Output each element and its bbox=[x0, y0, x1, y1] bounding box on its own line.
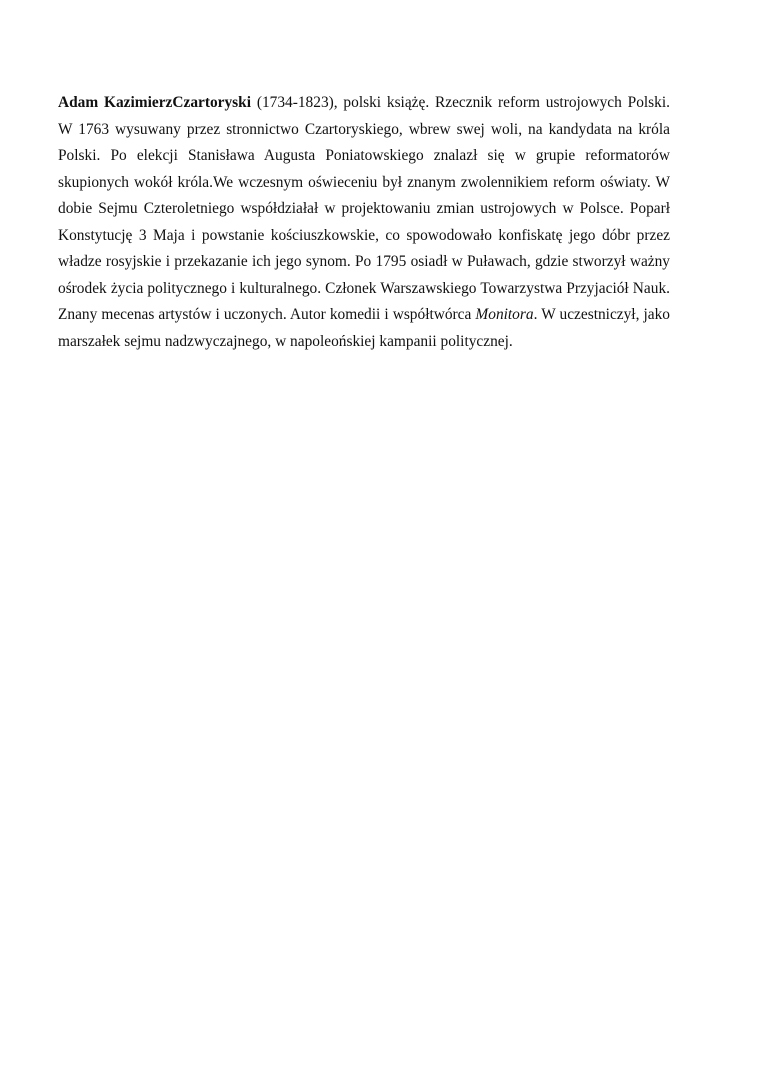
monitor-title: Monitora bbox=[475, 306, 534, 323]
paragraph-line-4: skupionych wokół króla.We wczesnym oświeceniu był znanym zwolennikiem reform oświaty. W bbox=[58, 173, 670, 191]
paragraph-line-8: ośrodek życia politycznego i kulturalnego. Członek Warszawskiego Towarzystwa Przyjaciół Nauk. bbox=[58, 279, 670, 297]
paragraph-line-1 bbox=[58, 90, 670, 117]
biography-paragraph bbox=[58, 90, 670, 355]
paragraph-line-6: Konstytucję 3 Maja i powstanie kościuszkowskie, co spowodowało konfiskatę jego dóbr przez bbox=[58, 226, 670, 244]
line-9-text: Znany mecenas artystów i uczonych. Autor komedii i współtwórca bbox=[58, 306, 476, 323]
paragraph-line-2: W 1763 wysuwany przez stronnictwo Czartoryskiego, wbrew swej woli, na kandydata na króla bbox=[58, 120, 670, 138]
paragraph-line-5: dobie Sejmu Czteroletniego współdziałał w projektowaniu zmian ustrojowych w Polsce. Poparł bbox=[58, 200, 670, 217]
paragraph-line-9 bbox=[58, 302, 670, 329]
line-1-text: (1734-1823), polski książę. Rzecznik reform ustrojowych Polski. bbox=[251, 94, 670, 111]
paragraph-line-7: władze rosyjskie i przekazanie ich jego synom. Po 1795 osiadł w Puławach, gdzie stworzył ważny bbox=[58, 253, 670, 270]
line-9-tail: . W uczestniczył, jako bbox=[533, 306, 670, 323]
paragraph-line-10: marszałek sejmu nadzwyczajnego, w napoleońskiej kampanii politycznej. bbox=[58, 332, 513, 350]
person-name: Adam KazimierzCzartoryski bbox=[58, 94, 252, 111]
paragraph-line-3: Polski. Po elekcji Stanisława Augusta Poniatowskiego znalazł się w grupie reformatorów bbox=[58, 147, 670, 164]
